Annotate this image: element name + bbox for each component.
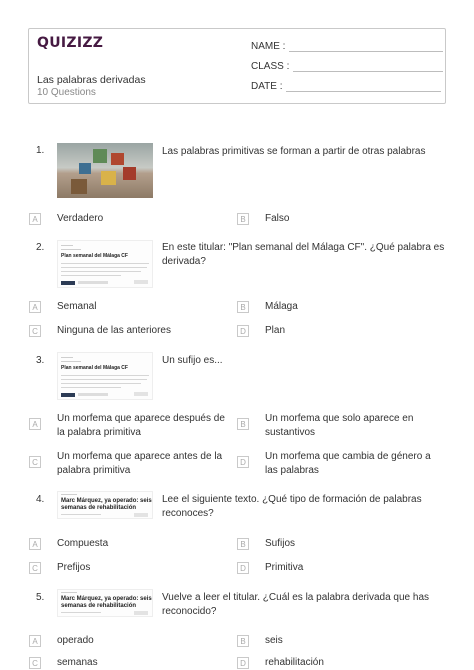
option-4d[interactable]: D Primitiva	[237, 561, 440, 575]
question-1-number: 1.	[36, 145, 45, 156]
option-3b[interactable]: B Un morfema que solo aparece en sustantivos	[237, 412, 440, 440]
block-shape	[71, 179, 87, 194]
name-line[interactable]	[289, 42, 443, 52]
date-field[interactable]	[251, 81, 441, 92]
article-title: Marc Márquez, ya operado: seis semanas de rehabilitación	[61, 498, 152, 511]
option-2a[interactable]: A Semanal	[29, 300, 232, 314]
date-line[interactable]	[286, 82, 441, 92]
question-5-image	[57, 589, 153, 617]
question-3-number: 3.	[36, 355, 45, 366]
article-title: Plan semanal del Málaga CF	[61, 365, 128, 371]
option-4c[interactable]: C Prefijos	[29, 561, 232, 575]
quizizz-logo: QUIZIZZ	[37, 35, 104, 51]
option-5d[interactable]: D rehabilitación	[237, 656, 440, 670]
question-2-number: 2.	[36, 242, 45, 253]
option-5b[interactable]: B seis	[237, 634, 440, 648]
question-4-number: 4.	[36, 494, 45, 505]
worksheet-title: Las palabras derivadas	[37, 74, 146, 86]
option-5c[interactable]: C semanas	[29, 656, 232, 670]
option-2b[interactable]: B Málaga	[237, 300, 440, 314]
option-3a[interactable]: A Un morfema que aparece después de la palabra primitiva	[29, 412, 232, 440]
name-field[interactable]	[251, 41, 443, 52]
question-5-text: Vuelve a leer el titular. ¿Cuál es la palabra derivada que has reconocido?	[162, 592, 430, 617]
class-line[interactable]	[293, 62, 443, 72]
option-3d[interactable]: D Un morfema que cambia de género a las palabras	[237, 450, 440, 478]
article-screenshot	[57, 240, 153, 288]
article-screenshot	[57, 352, 153, 400]
worksheet-header	[28, 28, 446, 104]
article-screenshot	[57, 589, 153, 617]
option-4b[interactable]: B Sufijos	[237, 537, 440, 551]
question-count: 10 Questions	[37, 87, 96, 98]
class-field[interactable]	[251, 61, 443, 72]
wooden-blocks-photo	[57, 143, 153, 198]
question-2-image	[57, 240, 153, 288]
article-title: Marc Márquez, ya operado: seis semanas de rehabilitación	[61, 596, 152, 609]
block-shape	[101, 171, 116, 185]
date-label: DATE :	[251, 81, 283, 92]
block-shape	[79, 163, 91, 174]
question-4-text: Lee el siguiente texto. ¿Qué tipo de formación de palabras reconoces?	[162, 494, 422, 519]
article-title: Plan semanal del Málaga CF	[61, 253, 128, 259]
question-3-text: Un sufijo es...	[162, 355, 223, 366]
block-shape	[123, 167, 136, 180]
name-label: NAME :	[251, 41, 286, 52]
question-3-image	[57, 352, 153, 400]
article-screenshot	[57, 491, 153, 519]
option-1b[interactable]: B Falso	[237, 212, 440, 226]
option-5a[interactable]: A operado	[29, 634, 232, 648]
question-4-image	[57, 491, 153, 519]
option-2d[interactable]: D Plan	[237, 324, 440, 338]
question-5-number: 5.	[36, 592, 45, 603]
option-3c[interactable]: C Un morfema que aparece antes de la palabra primitiva	[29, 450, 232, 478]
question-1-text: Las palabras primitivas se forman a partir de otras palabras	[162, 146, 426, 157]
question-1-image	[57, 143, 153, 198]
question-2-text: En este titular: "Plan semanal del Málaga CF". ¿Qué palabra es derivada?	[162, 242, 445, 267]
option-2c[interactable]: C Ninguna de las anteriores	[29, 324, 232, 338]
option-1a[interactable]: A Verdadero	[29, 212, 232, 226]
block-shape	[93, 149, 107, 163]
class-label: CLASS :	[251, 61, 290, 72]
block-shape	[111, 153, 124, 165]
option-4a[interactable]: A Compuesta	[29, 537, 232, 551]
